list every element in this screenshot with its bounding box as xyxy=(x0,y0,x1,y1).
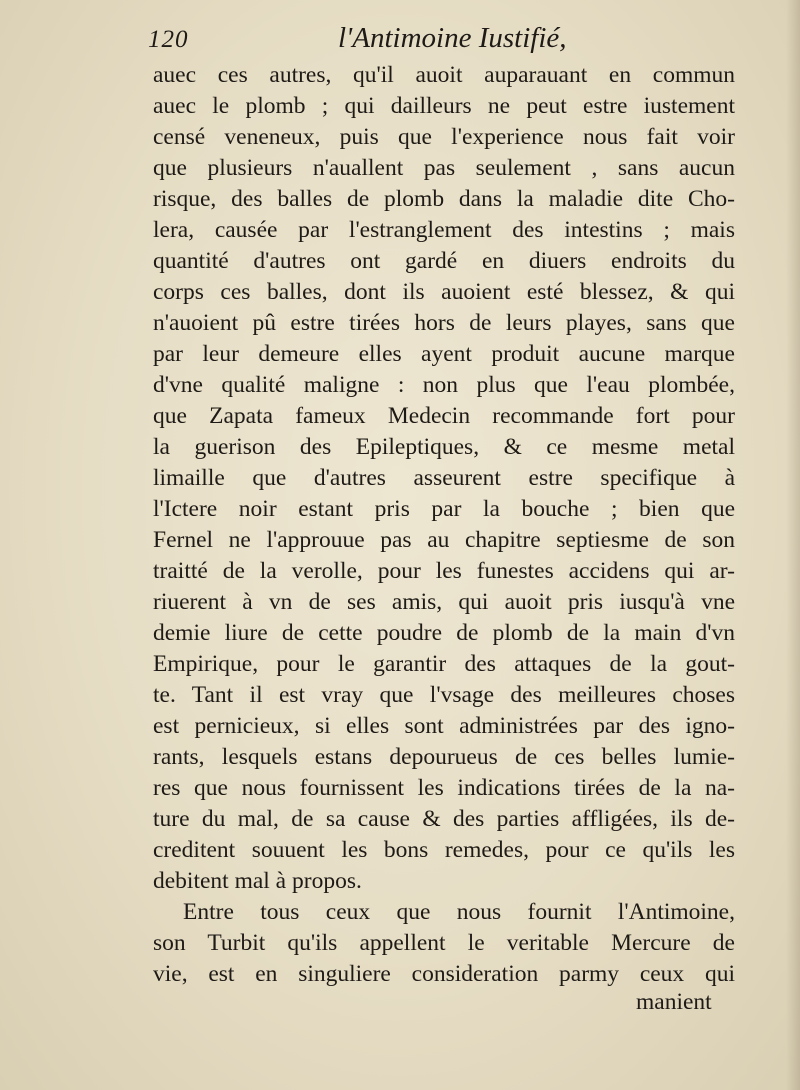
text-line: l'Ictere noir estant pris par la bouche ; bien que xyxy=(153,496,735,522)
text-line: auec le plomb ; qui dailleurs ne peut estre iustement xyxy=(153,93,735,119)
text-line: censé veneneux, puis que l'experience nous fait voir xyxy=(153,124,735,150)
page-edge-shadow xyxy=(786,0,800,1090)
text-line: te. Tant il est vray que l'vsage des meilleures choses xyxy=(153,682,735,708)
text-line: limaille que d'autres asseurent estre specifique à xyxy=(153,465,735,491)
text-line: son Turbit qu'ils appellent le veritable Mercure de xyxy=(153,930,735,956)
text-line: que Zapata fameux Medecin recommande fort pour xyxy=(153,403,735,429)
text-line: Empirique, pour le garantir des attaques de la gout- xyxy=(153,651,735,677)
page-number: 120 xyxy=(148,26,189,53)
body-text xyxy=(153,60,735,990)
text-line: auec ces autres, qu'il auoit auparauant en commun xyxy=(153,62,735,88)
text-line: que plusieurs n'auallent pas seulement , sans aucun xyxy=(153,155,735,181)
page-header xyxy=(148,22,738,62)
text-line: traitté de la verolle, pour les funestes accidens qui ar- xyxy=(153,558,735,584)
text-line: n'auoient pû estre tirées hors de leurs playes, sans que xyxy=(153,310,735,336)
text-line: vie, est en singuliere consideration parmy ceux qui xyxy=(153,961,735,987)
text-line: demie liure de cette poudre de plomb de la main d'vn xyxy=(153,620,735,646)
text-line: riuerent à vn de ses amis, qui auoit pris iusqu'à vne xyxy=(153,589,735,615)
text-line: creditent souuent les bons remedes, pour ce qu'ils les xyxy=(153,837,735,863)
text-line: corps ces balles, dont ils auoient esté blessez, & qui xyxy=(153,279,735,305)
text-line: res que nous fournissent les indications tirées de la na- xyxy=(153,775,735,801)
text-line: Fernel ne l'approuue pas au chapitre septiesme de son xyxy=(153,527,735,553)
text-line: lera, causée par l'estranglement des intestins ; mais xyxy=(153,217,735,243)
text-line: debitent mal à propos. xyxy=(153,868,362,894)
text-line: par leur demeure elles ayent produit aucune marque xyxy=(153,341,735,367)
paragraph-first-line: Entre tous ceux que nous fournit l'Antimoine, xyxy=(183,899,735,925)
text-line: est pernicieux, si elles sont administrées par des igno- xyxy=(153,713,735,739)
text-line: rants, lesquels estans depourueus de ces belles lumie- xyxy=(153,744,735,770)
text-line: d'vne qualité maligne : non plus que l'eau plombée, xyxy=(153,372,735,398)
catchword: manient xyxy=(636,989,712,1015)
text-line: quantité d'autres ont gardé en diuers endroits du xyxy=(153,248,735,274)
text-line: risque, des balles de plomb dans la maladie dite Cho- xyxy=(153,186,735,212)
text-line: ture du mal, de sa cause & des parties affligées, ils de- xyxy=(153,806,735,832)
text-line: la guerison des Epileptiques, & ce mesme metal xyxy=(153,434,735,460)
running-title: l'Antimoine Iustifié, xyxy=(338,22,567,54)
